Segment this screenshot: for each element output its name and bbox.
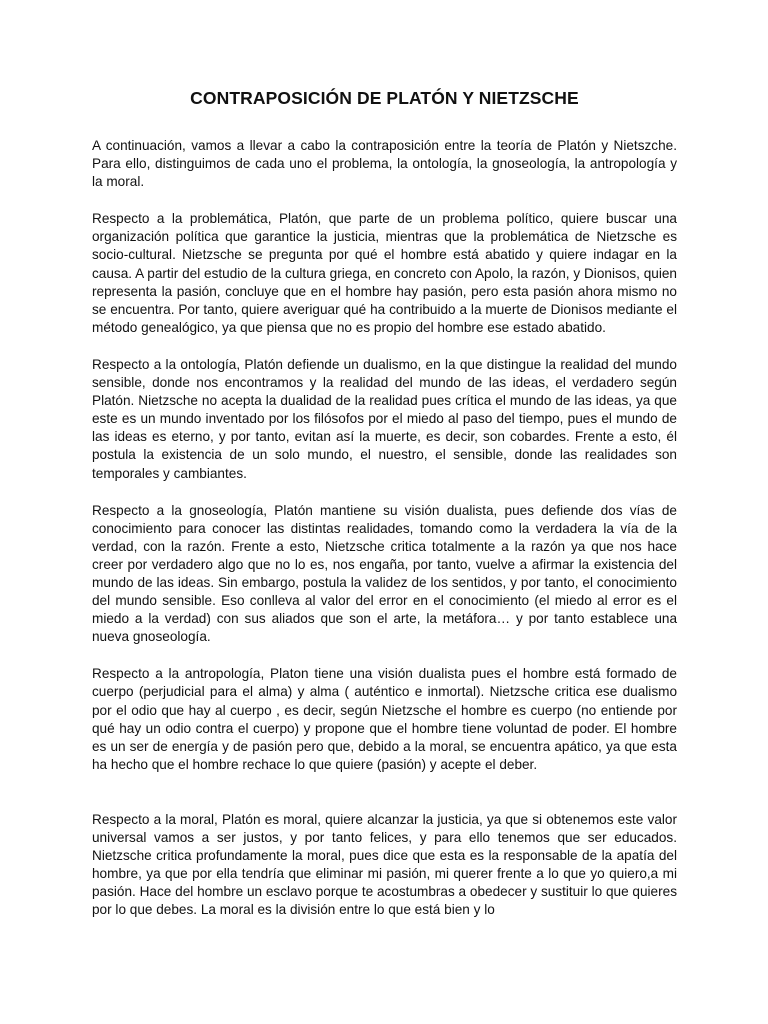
paragraph-intro: A continuación, vamos a llevar a cabo la contraposición entre la teoría de Platón y Nietszche. Para ello, distinguimos de cada uno el problema, la ontología, la gnoseología, la antropología y la moral. [92, 138, 677, 190]
paragraph-gnoseologia: Respecto a la gnoseología, Platón mantiene su visión dualista, pues defiende dos vías de conocimiento para conocer las distintas realidades, tomando como la verdadera la vía de la verdad, con la razón. Frente a esto, Nietzsche critica totalmente a la razón ya que nos hace creer por verdadero algo que no lo es, nos engaña, por tanto, vuelve a afirmar la existencia del mundo de las ideas. Sin embargo, postula la validez de los sentidos, y por tanto, el conocimiento del mundo sensible. Eso conlleva al valor del error en el conocimiento (el miedo al error es el miedo a la verdad) con sus aliados que son el arte, la metáfora… y por tanto establece una nueva gnoseología. [92, 502, 677, 645]
document-title: CONTRAPOSICIÓN DE PLATÓN Y NIETZSCHE [190, 88, 579, 108]
paragraph-antropologia: Respecto a la antropología, Platon tiene una visión dualista pues el hombre está formado de cuerpo (perjudicial para el alma) y alma ( auténtico e inmortal). Nietzsche critica ese dualismo por el odio que hay al cuerpo , es decir, según Nietzsche el hombre es cuerpo (no entiende por qué hay un odio contra el cuerpo) y propone que el hombre tiene voluntad de poder. El hombre es un ser de energía y de pasión pero que, debido a la moral, se encuentra apático, ya que esta ha hecho que el hombre rechace lo que quiere (pasión) y acepte el deber. [92, 666, 677, 772]
paragraph-moral: Respecto a la moral, Platón es moral, quiere alcanzar la justicia, ya que si obtenemos este valor universal vamos a ser justos, y por tanto felices, y para ello tenemos que ser educados. Nietzsche critica profundamente la moral, pues dice que esta es la responsable de la apatía del hombre, ya que por ella tendría que eliminar mi pasión, mi querer frente a lo que yo quiero,a mi pasión. Hace del hombre un esclavo porque te acostumbras a obedecer y sustituir lo que quieres por lo que debes. La moral es la división entre lo que está bien y lo [92, 811, 677, 918]
paragraph-problematica: Respecto a la problemática, Platón, que parte de un problema político, quiere buscar una organización política que garantice la justicia, mientras que la problemática de Nietzsche es socio-cultural. Nietzsche se pregunta por qué el hombre está abatido y quiere indagar en la causa. A partir del estudio de la cultura griega, en concreto con Apolo, la razón, y Dionisos, quien representa la pasión, concluye que en el hombre hay pasión, pero esta pasión ahora mismo no se encuentra. Por tanto, quiere averiguar qué ha contribuido a la muerte de Dionisos mediante el método genealógico, ya que piensa que no es propio del hombre ese estado abatido. [92, 211, 677, 335]
paragraph-ontologia: Respecto a la ontología, Platón defiende un dualismo, en la que distingue la realidad del mundo sensible, donde nos encontramos y la realidad del mundo de las ideas, el verdadero según Platón. Nietzsche no acepta la dualidad de la realidad pues crítica el mundo de las ideas, ya que este es un mundo inventado por los filósofos por el miedo al paso del tiempo, pues el mundo de las ideas es eterno, y por tanto, evitan así la muerte, es decir, son cobardes. Frente a esto, él postula la existencia de un solo mundo, el nuestro, el sensible, donde las realidades son temporales y cambiantes. [92, 356, 677, 481]
